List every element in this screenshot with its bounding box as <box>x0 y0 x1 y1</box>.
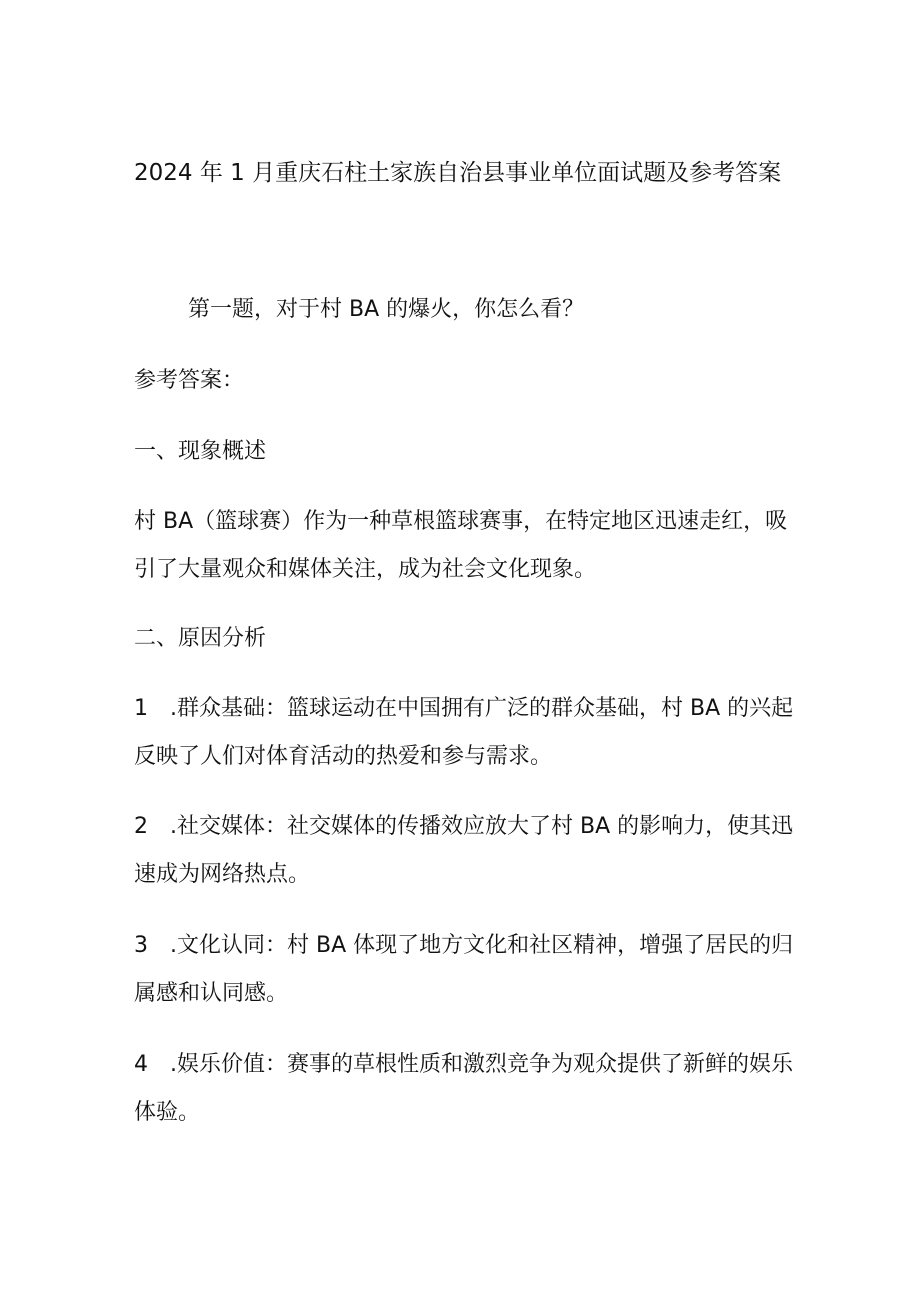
overview-line-1: 村 BA（篮球赛）作为一种草根篮球赛事，在特定地区迅速走红，吸 <box>134 509 788 534</box>
section-heading-causes: 二、原因分析 <box>134 626 267 651</box>
cause-item-2-line-1: 2 .社交媒体：社交媒体的传播效应放大了村 BA 的影响力，使其迅 <box>134 814 794 839</box>
cause-item-2-line-2: 速成为网络热点。 <box>134 862 311 887</box>
cause-item-1-line-2: 反映了人们对体育活动的热爱和参与需求。 <box>134 744 553 769</box>
document-title: 2024 年 1 月重庆石柱土家族自治县事业单位面试题及参考答案 <box>134 160 782 186</box>
overview-line-2: 引了大量观众和媒体关注，成为社会文化现象。 <box>134 557 597 582</box>
question-text: 第一题，对于村 BA 的爆火，你怎么看？ <box>188 297 585 322</box>
cause-item-1-line-1: 1 .群众基础：篮球运动在中国拥有广泛的群众基础，村 BA 的兴起 <box>134 696 794 721</box>
cause-item-4-line-2: 体验。 <box>134 1100 201 1125</box>
cause-item-4-line-1: 4 .娱乐价值：赛事的草根性质和激烈竞争为观众提供了新鲜的娱乐 <box>134 1052 793 1077</box>
cause-item-3-line-2: 属感和认同感。 <box>134 981 289 1006</box>
section-heading-overview: 一、现象概述 <box>134 439 267 464</box>
cause-item-3-line-1: 3 .文化认同：村 BA 体现了地方文化和社区精神，增强了居民的归 <box>134 933 794 958</box>
answer-label: 参考答案： <box>134 368 245 393</box>
